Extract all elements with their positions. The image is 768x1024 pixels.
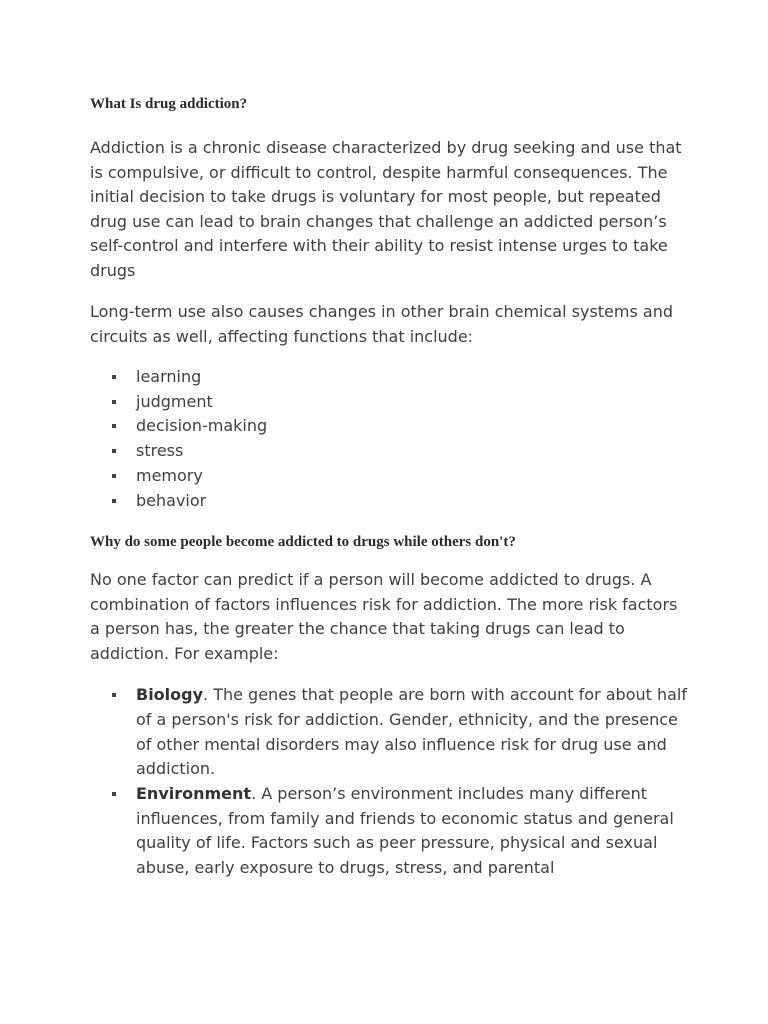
bullet-icon [112, 375, 116, 379]
paragraph-definition: Addiction is a chronic disease characterized by drug seeking and use that is compulsive, or difficult to control, despite harmful consequences. The initial decision to take drugs is voluntary for most people, but repeated drug use can lead to brain changes that challenge an addicted person’s self-control and interfere with their ability to resist intense urges to take drugs [90, 138, 682, 280]
bullet-icon [112, 693, 116, 697]
list-item-text: stress [136, 441, 184, 461]
list-item [90, 683, 690, 782]
factor-term: Biology [136, 685, 204, 705]
list-item-text: learning [136, 367, 202, 386]
list-item [90, 390, 690, 415]
bullet-icon [112, 424, 116, 428]
list-item-text: judgment [136, 391, 213, 411]
heading-what-is-drug-addiction: What Is drug addiction? [90, 96, 248, 112]
list-item [90, 365, 690, 390]
factor-text: . A person’s environment includes many different influences, from family and friends to economic status and general quality of life. Factors such as peer pressure, physical and sexual abuse, early exposure to drugs, stress, and parental [136, 784, 674, 878]
list-item [90, 439, 690, 464]
risk-factors-list [90, 683, 690, 881]
list-item [90, 782, 690, 881]
functions-list [90, 365, 690, 513]
bullet-icon [112, 792, 116, 796]
document-content [90, 92, 690, 881]
bullet-icon [112, 499, 116, 503]
list-item [90, 414, 690, 439]
list-item [90, 489, 690, 514]
bullet-icon [112, 400, 116, 404]
factor-text: . The genes that people are born with account for about half of a person's risk for addiction. Gender, ethnicity, and the presence of other mental disorders may also influence risk for drug use and addiction. [136, 685, 687, 779]
bullet-icon [112, 449, 116, 453]
paragraph-risk-factors: No one factor can predict if a person will become addicted to drugs. A combination of factors influences risk for addiction. The more risk factors a person has, the greater the chance that taking drugs can lead to addiction. For example: [90, 570, 678, 663]
list-item-text: behavior [136, 490, 207, 510]
bullet-icon [112, 474, 116, 478]
paragraph-long-term-use: Long-term use also causes changes in other brain chemical systems and circuits as well, affecting functions that include: [90, 302, 673, 346]
factor-term: Environment [136, 784, 252, 804]
list-item [90, 464, 690, 489]
heading-why-some-people-addicted: Why do some people become addicted to drugs while others don't? [90, 534, 516, 551]
list-item-text: memory [136, 465, 203, 485]
list-item-text: decision-making [136, 416, 268, 436]
